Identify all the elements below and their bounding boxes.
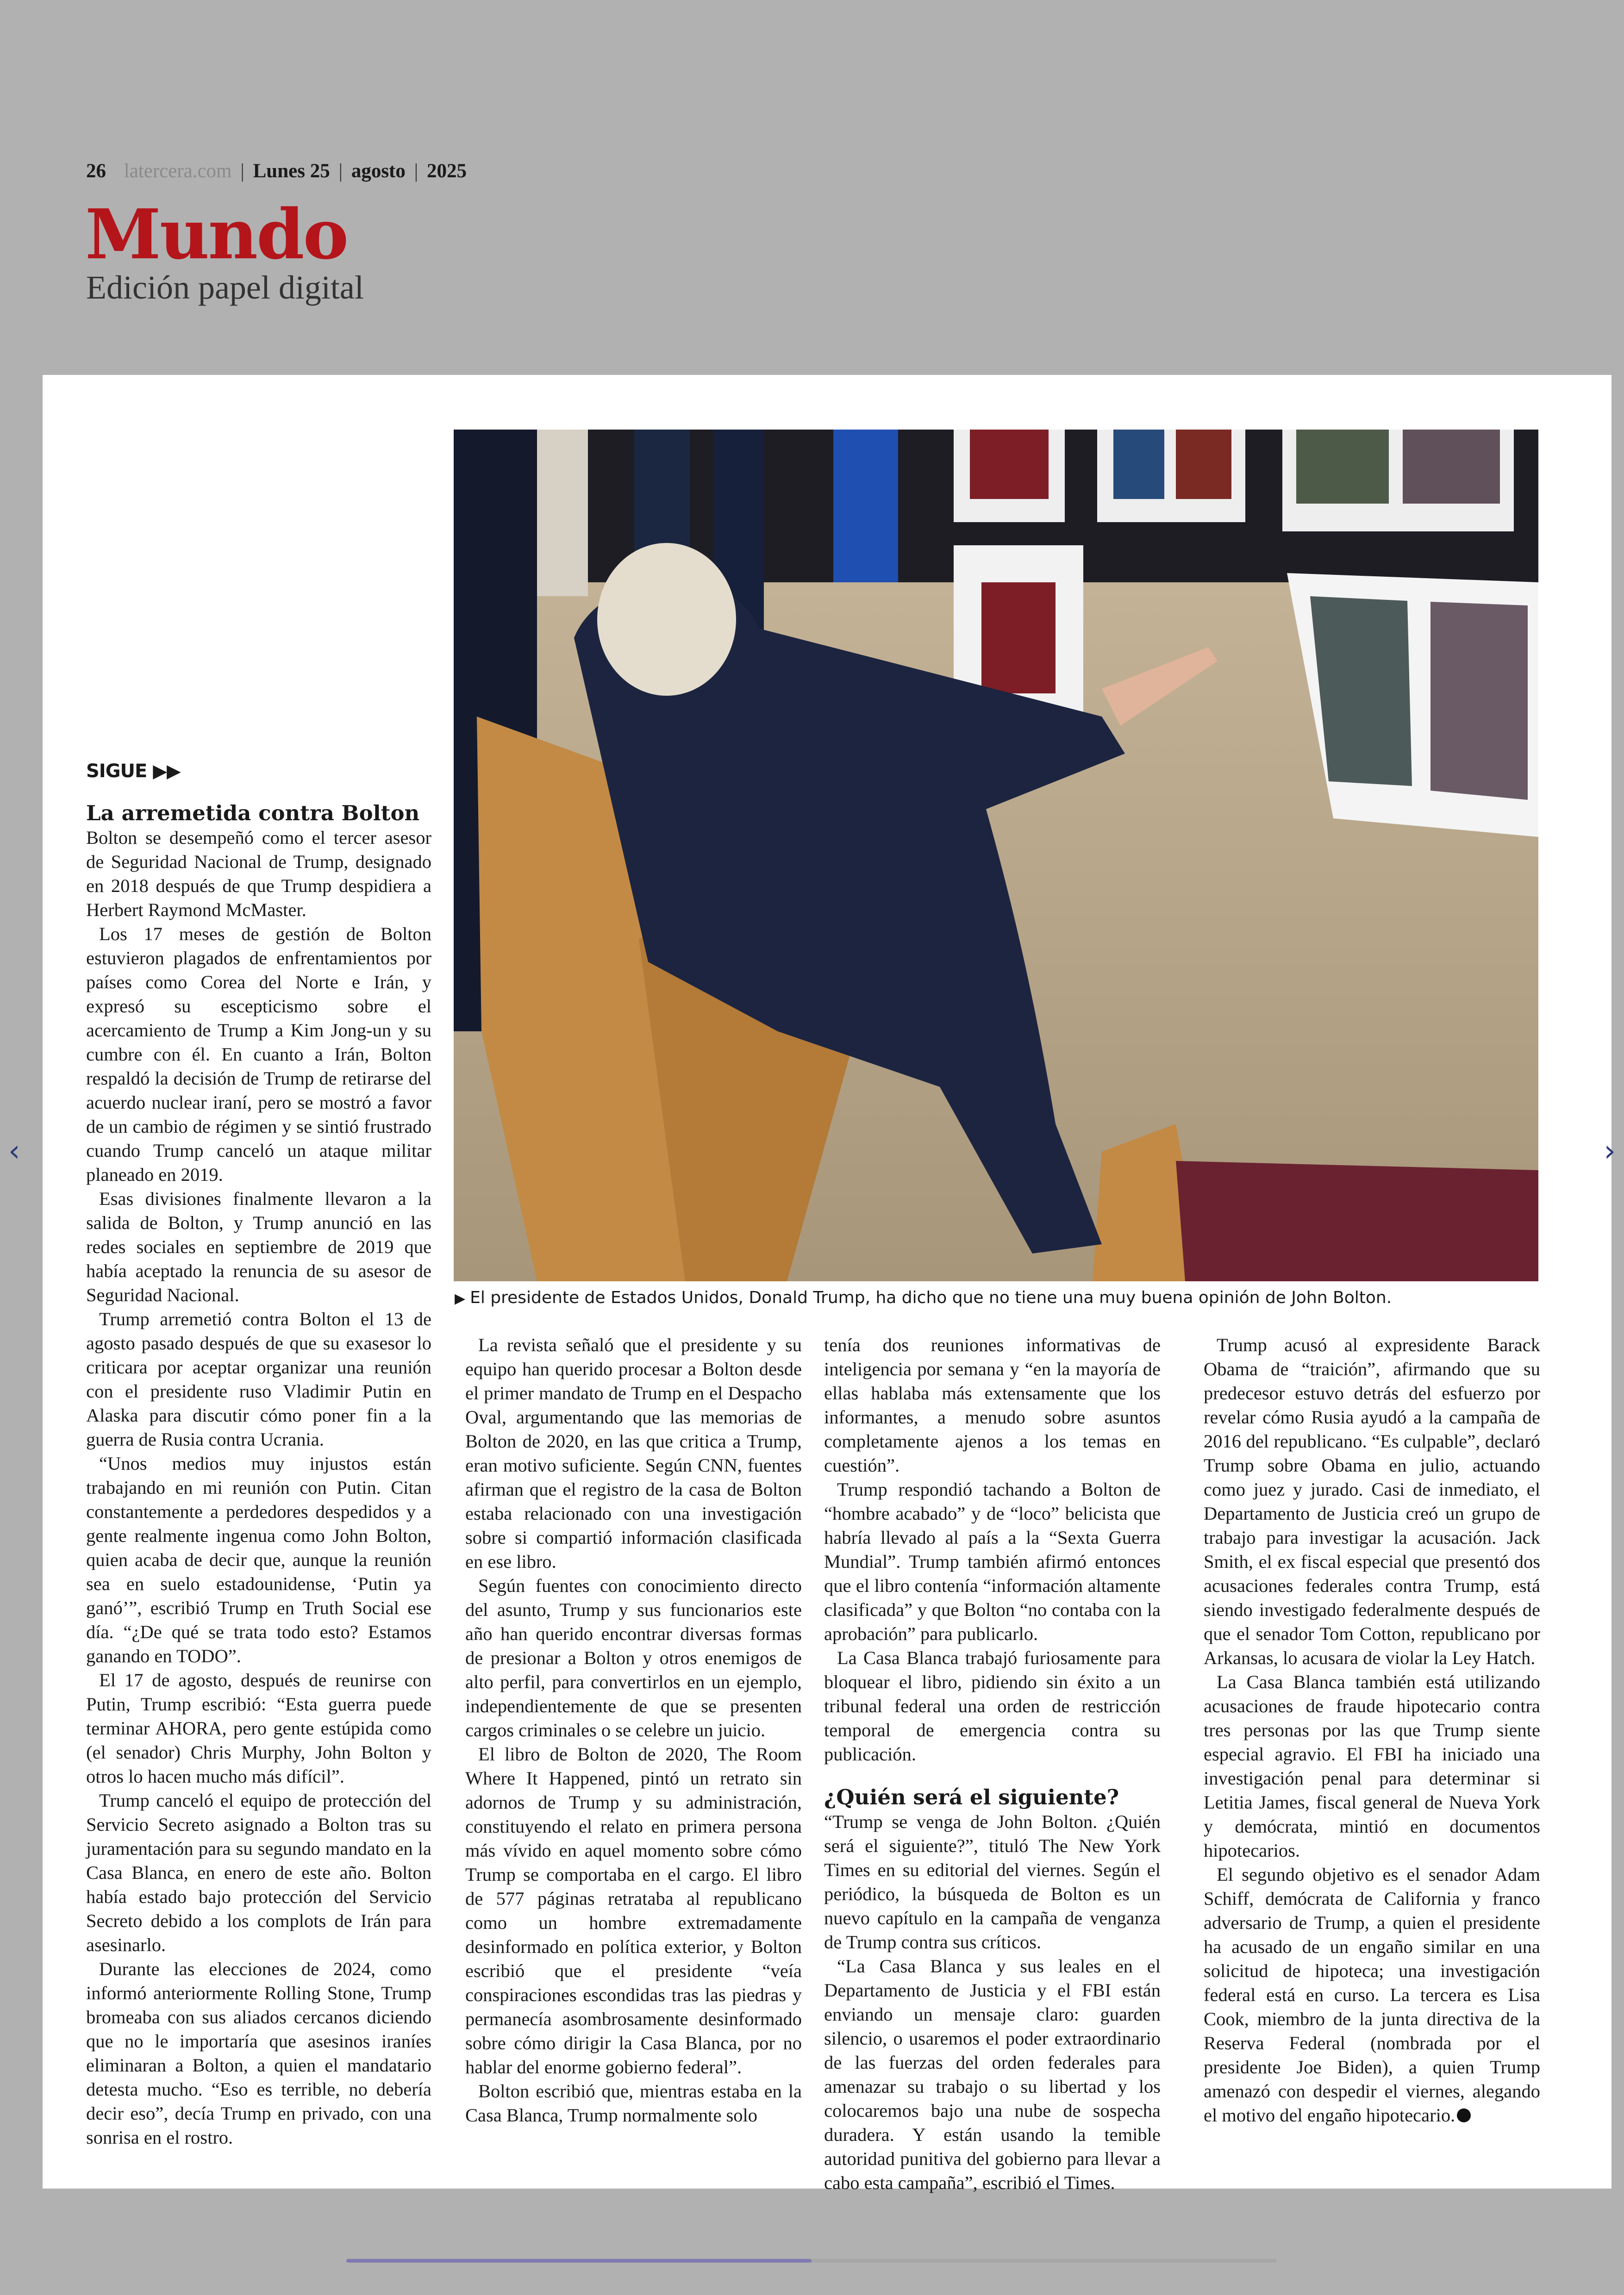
paragraph-text: El segundo objetivo es el senador Adam Schiff, demócrata de California y franco adversario de Trump, a quien el presidente ha acusado de un engaño similar en una solicitud de hipoteca; una investigación federal está en curso. La tercera es Lisa Cook, miembro de la junta directiva de la Reserva Federal (nombrada por el presidente Joe Biden), a quien Trump amenazó con despedir el viernes, alegando el motivo del engaño hipotecario. xyxy=(1204,1864,1540,2126)
masthead xyxy=(86,160,467,182)
paragraph: Trump acusó al expresidente Barack Obama de “traición”, afirmando que su predecesor estuvo detrás del esfuerzo por revelar cómo Rusia ayudó a la campaña de 2016 del republicano. “Es culpable”, declaró Trump sobre Obama en julio, actuando como juez y jurado. Casi de inmediato, el Departamento de Justicia creó un grupo de trabajo para investigar la acusación. Jack Smith, el ex fiscal especial que presentó dos acusaciones federales contra Trump, está siendo investigado federalmente después de que el senador Tom Cotton, republicano por Arkansas, lo acusara de violar la Ley Hatch. xyxy=(1204,1335,1540,1668)
paragraph: Trump respondió tachando a Bolton de “hombre acabado” y de “loco” belicista que habría llevado al país a la “Sexta Guerra Mundial”. Trump también afirmó entonces que el libro contenía “información altamente clasificada” y que Bolton “no contaba con la aprobación” para publicarlo. xyxy=(824,1479,1161,1644)
paragraph: La revista señaló que el presidente y su equipo han querido procesar a Bolton desde el primer mandato de Trump en el Despacho Oval, argumentando que las memorias de Bolton de 2020, en las que critica a Trump, eran motivo suficiente. Según CNN, fuentes afirman que el registro de la casa de Bolton estaba relacionado con una investigación sobre si compartió información clasificada en ese libro. xyxy=(465,1335,802,1572)
article-column-4 xyxy=(1204,1333,1540,2127)
paragraph: Trump canceló el equipo de protección del Servicio Secreto asignado a Bolton tras su juramentación para su segundo mandato en la Casa Blanca, en enero de este año. Bolton había estado bajo protección del Servicio Secreto debido a los complots de Irán para asesinarlo. xyxy=(86,1790,431,1955)
date-year: 2025 xyxy=(426,160,467,182)
caption-marker-icon: ▶ xyxy=(455,1291,466,1307)
paragraph: El libro de Bolton de 2020, The Room Where It Happened, pintó un retrato sin adornos de Trump y su administración, constituyendo el relato en primera persona más vívido en aquel momento sobre cómo Trump se comportaba en el cargo. El libro de 577 páginas retrataba al republicano como un hombre extremadamente desinformado en política exterior, y Bolton escribió que el presidente “veía conspiraciones escondidas tras las piedras y permanecía asombrosamente desinformado sobre cómo dirigir la Casa Blanca, por no hablar del enorme gobierno federal”. xyxy=(465,1744,802,2077)
article-column-2 xyxy=(465,1333,802,2127)
section-subtitle: Edición papel digital xyxy=(86,269,364,306)
paragraph: Los 17 meses de gestión de Bolton estuvieron plagados de enfrentamientos por países como Corea del Norte e Irán, y expresó su escepticismo sobre el acercamiento de Trump a Kim Jong-un y su cumbre con él. En cuanto a Irán, Bolton respaldó la decisión de Trump de retirarse del acuerdo nuclear iraní, pero se mostró a favor de un cambio de régimen y se sintió frustrado cuando Trump canceló un ataque militar planeado en 2019. xyxy=(86,923,431,1185)
paragraph: tenía dos reuniones informativas de inteligencia por semana y “en la mayoría de ellas hablaba más extensamente que los informantes, a menudo sobre asuntos completamente ajenos a los temas en cuestión”. xyxy=(824,1335,1161,1476)
article-photo xyxy=(454,430,1538,1281)
paragraph: “La Casa Blanca y sus leales en el Departamento de Justicia y el FBI están enviando un mensaje claro: guarden silencio, o usaremos el poder extraordinario de las fuerzas del orden federales para amenazar su trabajo o su libertad y los colocaremos bajo una nube de sospecha duradera. Y están usando la temible autoridad punitiva del gobierno para llevar a cabo esta campaña”, escribió el Times. xyxy=(824,1956,1161,2193)
date-day: Lunes 25 xyxy=(253,160,330,182)
paragraph: “Trump se venga de John Bolton. ¿Quién será el siguiente?”, tituló The New York Times en su editorial del viernes. Según el periódico, la búsqueda de Bolton es un nuevo capítulo en la campaña de venganza de Trump contra sus críticos. xyxy=(824,1811,1161,1952)
separator: | xyxy=(338,160,343,182)
paragraph: Durante las elecciones de 2024, como informó anteriormente Rolling Stone, Trump bromeaba con sus aliados cercanos diciendo que no le importaría que asesinos iraníes eliminaran a Bolton, a quien el mandatario detesta mucho. “Eso es terrible, no debería decir eso”, decía Trump en privado, con una sonrisa en el rostro. xyxy=(86,1958,431,2148)
paragraph: El 17 de agosto, después de reunirse con Putin, Trump escribió: “Esta guerra puede terminar AHORA, pero gente estúpida como (el senador) Chris Murphy, John Bolton y otros lo hacen mucho más difícil”. xyxy=(86,1670,431,1787)
previous-page-button[interactable]: ‹ xyxy=(8,1134,20,1168)
section-title: Mundo xyxy=(85,194,348,274)
photo-caption xyxy=(455,1288,1547,1307)
paragraph: La Casa Blanca trabajó furiosamente para bloquear el libro, pidiendo sin éxito a un tribunal federal una orden de restricción temporal de emergencia contra su publicación. xyxy=(824,1647,1161,1765)
caption-text: El presidente de Estados Unidos, Donald Trump, ha dicho que no tiene una muy buena opinión de John Bolton. xyxy=(470,1288,1392,1307)
paragraph: Esas divisiones finalmente llevaron a la salida de Bolton, y Trump anunció en las redes sociales en septiembre de 2019 que había aceptado la renuncia de su asesor de Seguridad Nacional. xyxy=(86,1188,431,1305)
site-name: latercera.com xyxy=(124,160,232,182)
next-page-button[interactable]: › xyxy=(1604,1134,1616,1168)
paragraph: Bolton se desempeñó como el tercer asesor de Seguridad Nacional de Trump, designado en 2018 después de que Trump despidiera a Herbert Raymond McMaster. xyxy=(86,827,431,920)
article-subheading: ¿Quién será el siguiente? xyxy=(824,1785,1119,1809)
paragraph: La Casa Blanca también está utilizando acusaciones de fraude hipotecario contra tres personas por las que Trump siente especial agravio. El FBI ha iniciado una investigación penal para determinar si Letitia James, fiscal general de Nueva York y demócrata, mintió en documentos hipotecarios. xyxy=(1204,1671,1540,1861)
separator: | xyxy=(414,160,418,182)
paragraph: Bolton escribió que, mientras estaba en la Casa Blanca, Trump normalmente solo xyxy=(465,2081,802,2126)
article-column-3 xyxy=(824,1333,1161,2195)
date-month: agosto xyxy=(351,160,406,182)
sigue-label: SIGUE ▶▶ xyxy=(86,761,181,782)
photo-illustration xyxy=(454,430,1538,1281)
reader-progress-fill xyxy=(346,2259,812,2263)
reader-progress-bar[interactable] xyxy=(346,2259,1277,2263)
paragraph: “Unos medios muy injustos están trabajando en mi reunión con Putin. Citan constantemente a perdedores despedidos y a gente realmente ingenua como John Bolton, quien acaba de decir que, aunque la reunión sea en suelo estadounidense, ‘Putin ya ganó’”, escribió Trump en Truth Social ese día. “¿De qué se trata todo esto? Estamos ganando en TODO”. xyxy=(86,1453,431,1666)
page-number: 26 xyxy=(86,160,106,182)
article-subheading: La arremetida contra Bolton xyxy=(86,801,420,825)
end-mark-icon xyxy=(1457,2108,1471,2122)
separator: | xyxy=(240,160,244,182)
paragraph: Trump arremetió contra Bolton el 13 de agosto pasado después de que su exasesor lo criticara por aceptar organizar una reunión con el presidente ruso Vladimir Putin en Alaska para discutir cómo poner fin a la guerra de Rusia contra Ucrania. xyxy=(86,1309,431,1450)
paragraph xyxy=(1204,1863,1540,2127)
paragraph: Según fuentes con conocimiento directo del asunto, Trump y sus funcionarios este año han querido encontrar diversas formas de presionar a Bolton y otros enemigos de alto perfil, para convertirlos en un ejemplo, independientemente de que se presenten cargos criminales o se celebre un juicio. xyxy=(465,1575,802,1740)
article-column-1 xyxy=(86,759,431,2150)
